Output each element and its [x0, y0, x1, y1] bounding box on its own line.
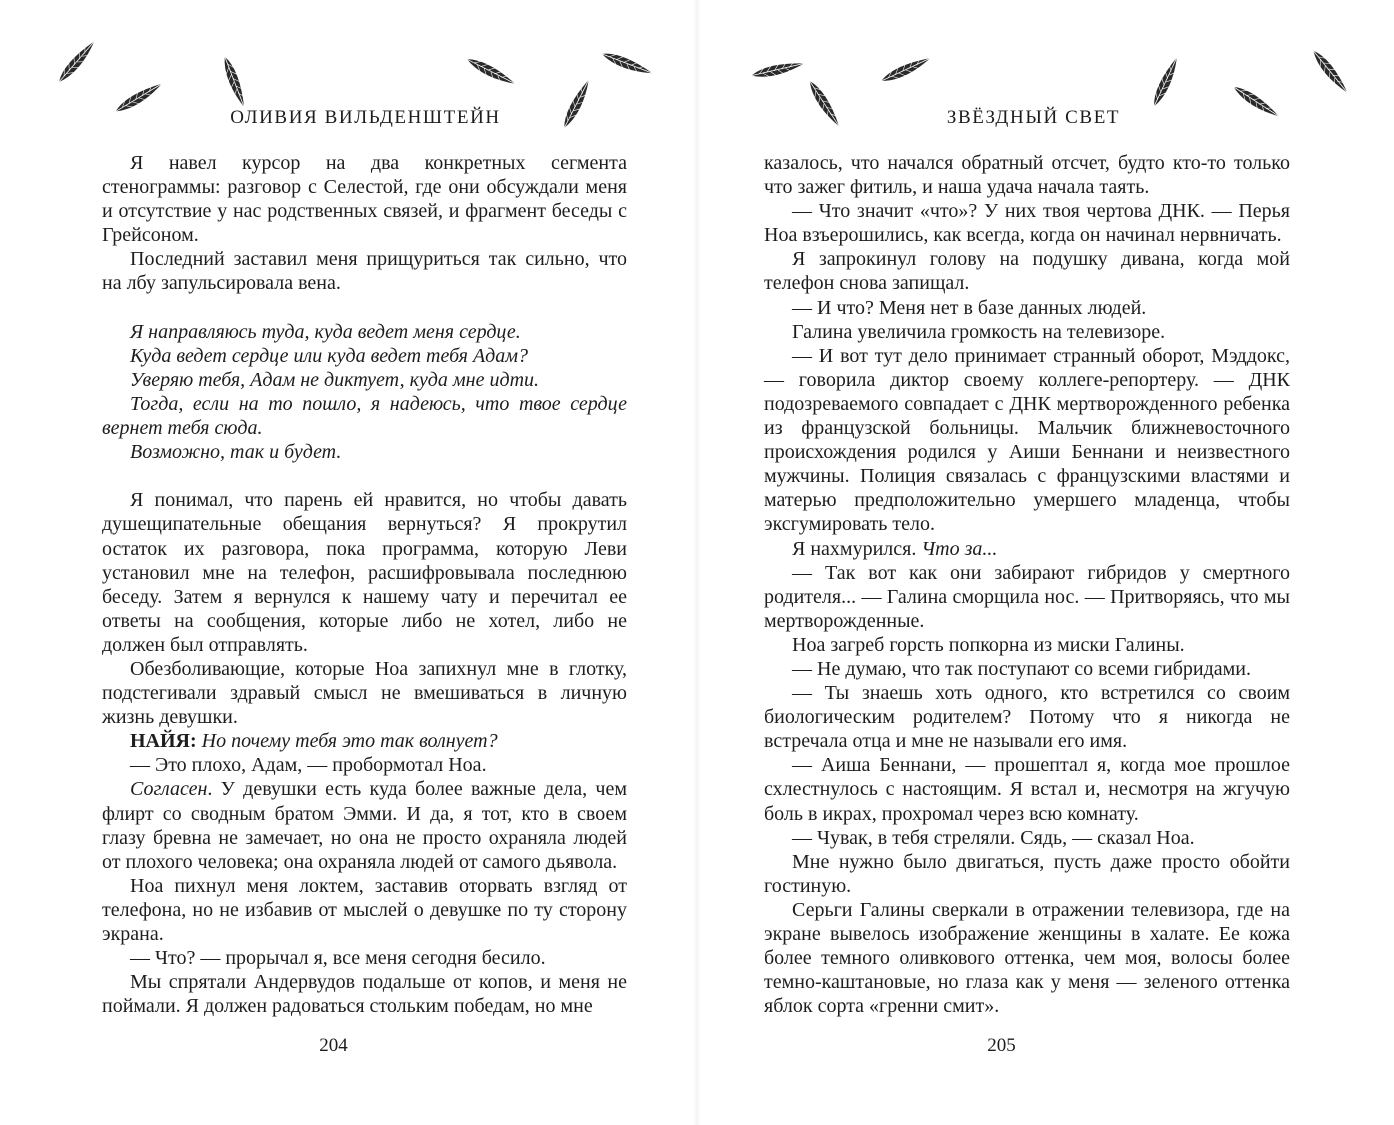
- paragraph: — И вот тут дело принимает странный оборот, Мэддокс, — говорила диктор своему коллеге-репортеру. — ДНК подозреваемого совпадает с ДНК мертворожденного ребенка из французской больницы. Мальчик ближневосточного происхождения родился у Аиши Беннани и неизвестного мужчины. Полиция связалась с французскими властями и матерью предположительно умершего младенца, чтобы эксгумировать тело.: [764, 344, 1290, 536]
- verse-line: Тогда, если на то пошло, я надеюсь, что твое сердце вернет тебя сюда.: [102, 392, 627, 440]
- paragraph: Мне нужно было двигаться, пусть даже просто обойти гостиную.: [764, 850, 1290, 897]
- paragraph-continuation: казалось, что начался обратный отсчет, будто кто-то только что зажег фитиль, и наша удача начала таять.: [764, 152, 1290, 199]
- paragraph: Ноа пихнул меня локтем, заставив оторвать взгляд от телефона, но не избавив от мыслей о девушке по ту сторону экрана.: [102, 874, 627, 945]
- chat-message: [102, 729, 627, 753]
- chat-text: Но почему тебя это так волнует?: [201, 730, 498, 753]
- running-head-title: ЗВЁЗДНЫЙ СВЕТ: [946, 107, 1121, 128]
- feather-icon: [875, 49, 936, 91]
- paragraph: [102, 777, 627, 873]
- page-number: 205: [987, 1035, 1016, 1056]
- verse-line: Возможно, так и будет.: [130, 441, 342, 464]
- verse-line: Уверяю тебя, Адам не диктует, куда мне идти.: [130, 368, 540, 391]
- feather-icon: [461, 50, 522, 95]
- paragraph: Мы спрятали Андервудов подальше от копов, и меня не поймали. Я должен радоваться стольким победам, но мне: [102, 971, 627, 1018]
- paragraph-text: . У девушки есть куда более важные дела, чем флирт со сводным братом Эмми. И да, я тот, кто в своем глазу бревна не замечает, но она не просто охраняла людей от плохого человека; она охраняла людей от самого дьявола.: [102, 778, 627, 873]
- right-page: [697, 0, 1394, 1125]
- paragraph: — Это плохо, Адам, — пробормотал Ноа.: [130, 754, 487, 777]
- paragraph: Последний заставил меня прищуриться так сильно, что на лбу запульсировала вена.: [102, 248, 627, 295]
- paragraph: — Что? — прорычал я, все меня сегодня бесило.: [130, 947, 546, 970]
- paragraph: [764, 537, 1290, 561]
- spacer: [102, 296, 627, 320]
- paragraph: Обезболивающие, которые Ноа запихнул мне в глотку, подстегивали здравый смысл не вмешиваться в личную жизнь девушки.: [102, 657, 627, 729]
- feather-icon: [215, 51, 254, 112]
- chat-sender: НАЙЯ:: [130, 730, 197, 753]
- right-page-body: [764, 151, 1290, 1018]
- paragraph: — Аиша Беннани, — прошептал я, когда мое прошлое схлестнулось с настоящим. Я встал и, несмотря на жгучую боль в икрах, прохромал через всю комнату.: [764, 754, 1290, 825]
- spacer: [102, 464, 627, 488]
- paragraph: — Так вот как они забирают гибридов у смертного родителя... — Галина сморщила нос. — Притворяясь, что мы мертворожденные.: [764, 561, 1290, 632]
- paragraph: — Чувак, в тебя стреляли. Сядь, — сказал Ноа.: [792, 826, 1195, 849]
- paragraph: — И что? Меня нет в базе данных людей.: [792, 296, 1147, 319]
- paragraph: — Ты знаешь хоть одного, кто встретился со своим биологическим родителем? Потому что я никогда не встречала отца и мне не называли его имя.: [764, 682, 1290, 753]
- running-head-author: ОЛИВИЯ ВИЛЬДЕНШТЕЙН: [230, 107, 501, 128]
- feather-icon: [748, 54, 809, 86]
- book-gutter: [693, 0, 701, 1125]
- paragraph-text: Я нахмурился.: [792, 537, 922, 560]
- verse-line: Куда ведет сердце или куда ведет тебя Адам?: [130, 344, 529, 367]
- feather-icon: [1304, 43, 1355, 101]
- italic-word: Согласен: [130, 778, 208, 801]
- feather-icon: [50, 34, 104, 90]
- paragraph: Серьги Галины сверкали в отражении телевизора, где на экране вывелось изображение женщины в халате. Ее кожа более темного оливкового оттенка, чем моя, волосы более темно-каштановые, но глаза как у меня — зеленого оттенка яблок сорта «гренни смит».: [764, 898, 1290, 1018]
- paragraph: Ноа загреб горсть попкорна из миски Галины.: [792, 633, 1185, 656]
- paragraph: Я запрокинул голову на подушку дивана, когда мой телефон снова запищал.: [764, 248, 1290, 295]
- page-number: 204: [319, 1035, 348, 1056]
- left-page-body: [102, 151, 627, 1018]
- feather-icon: [596, 44, 657, 84]
- italic-phrase: Что за...: [921, 537, 998, 560]
- feather-icon: [1144, 52, 1187, 113]
- paragraph: — Что значит «что»? У них твоя чертова ДНК. — Перья Ноа взъерошились, как всегда, когда он начинал нервничать.: [764, 200, 1290, 247]
- paragraph: Я понимал, что парень ей нравится, но чтобы давать душещипательные обещания вернуться? Я прокрутил остаток их разговора, пока программа, которую Леви установил мне на телефон, расшифровывала последнюю беседу. Затем я вернулся к нашему чату и перечитал ее ответы на сообщения, которые либо не хотел, либо не должен был отправлять.: [102, 489, 627, 656]
- paragraph: Я навел курсор на два конкретных сегмента стенограммы: разговор с Селестой, где они обсуждали меня и отсутствие у нас родственных связей, и фрагмент беседы с Грейсоном.: [102, 152, 627, 247]
- paragraph: Галина увеличила громкость на телевизоре.: [792, 320, 1166, 343]
- paragraph: — Не думаю, что так поступают со всеми гибридами.: [792, 657, 1251, 680]
- verse-line: Я направляюсь туда, куда ведет меня сердце.: [130, 320, 521, 343]
